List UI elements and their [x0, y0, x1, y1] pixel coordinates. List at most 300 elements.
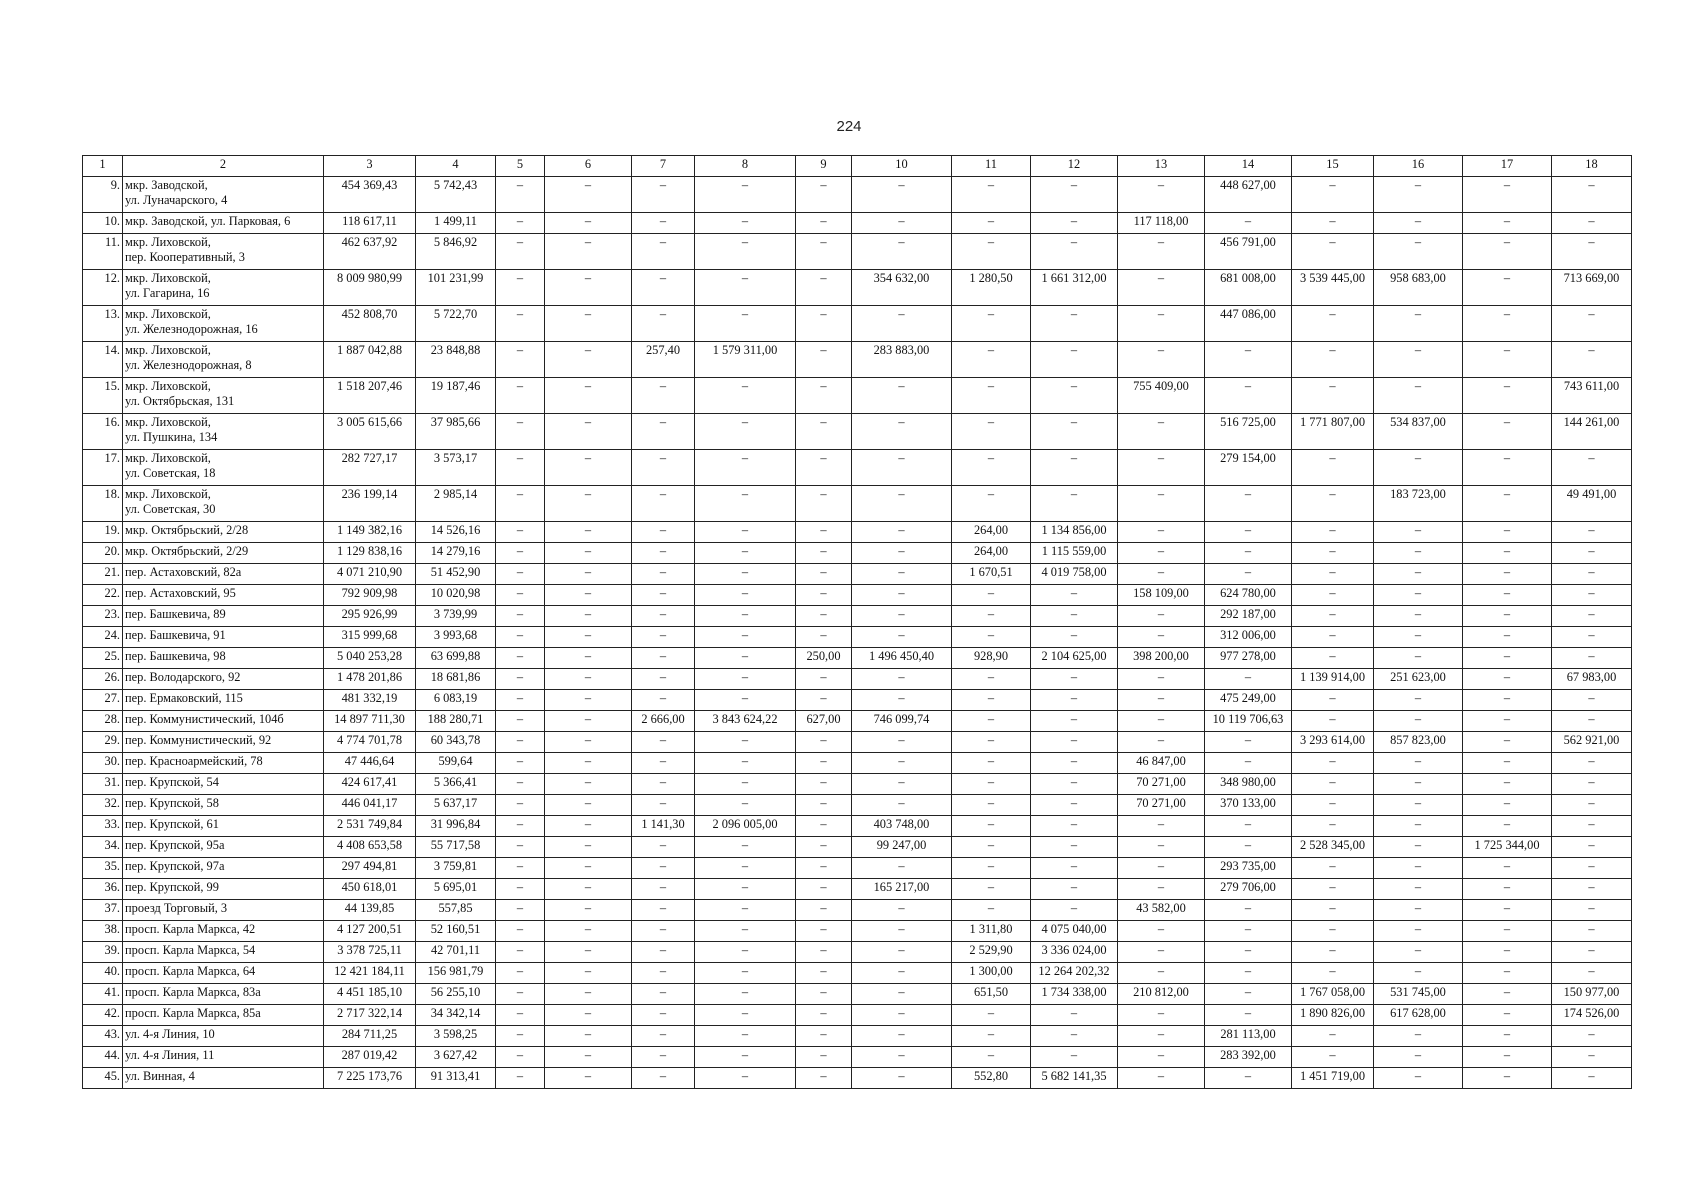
table-row [83, 900, 1632, 921]
value-cell: – [545, 213, 632, 234]
value-cell: – [1031, 213, 1118, 234]
value-cell: 183 723,00 [1374, 486, 1463, 522]
value-cell: – [1292, 711, 1374, 732]
table-row [83, 234, 1632, 270]
value-cell: – [796, 522, 852, 543]
value-cell: – [496, 984, 545, 1005]
row-number: 27. [83, 690, 123, 711]
value-cell: 1 300,00 [952, 963, 1031, 984]
value-cell: – [545, 816, 632, 837]
row-number: 11. [83, 234, 123, 270]
value-cell: – [545, 1026, 632, 1047]
value-cell: 2 531 749,84 [324, 816, 416, 837]
value-cell: – [1463, 690, 1552, 711]
value-cell: – [852, 486, 952, 522]
address-cell: мкр. Лиховской, ул. Октябрьская, 131 [123, 378, 324, 414]
value-cell: – [1463, 585, 1552, 606]
value-cell: – [1118, 486, 1205, 522]
value-cell: – [545, 921, 632, 942]
value-cell: – [1118, 732, 1205, 753]
value-cell: – [1552, 543, 1632, 564]
value-cell: – [695, 414, 796, 450]
value-cell: 282 727,17 [324, 450, 416, 486]
value-cell: – [1118, 879, 1205, 900]
value-cell: – [1374, 816, 1463, 837]
value-cell: 1 496 450,40 [852, 648, 952, 669]
value-cell: – [1292, 177, 1374, 213]
value-cell: 475 249,00 [1205, 690, 1292, 711]
value-cell: – [1031, 816, 1118, 837]
value-cell: – [952, 606, 1031, 627]
value-cell: 348 980,00 [1205, 774, 1292, 795]
value-cell: – [1374, 213, 1463, 234]
row-number: 13. [83, 306, 123, 342]
column-header: 9 [796, 156, 852, 177]
column-header: 1 [83, 156, 123, 177]
table-row [83, 213, 1632, 234]
value-cell: 70 271,00 [1118, 774, 1205, 795]
value-cell: – [952, 378, 1031, 414]
value-cell: – [852, 963, 952, 984]
value-cell: – [1118, 921, 1205, 942]
value-cell: – [952, 879, 1031, 900]
value-cell: – [1292, 585, 1374, 606]
value-cell: 283 392,00 [1205, 1047, 1292, 1068]
table-row [83, 711, 1632, 732]
value-cell: 4 075 040,00 [1031, 921, 1118, 942]
value-cell: 2 529,90 [952, 942, 1031, 963]
value-cell: 3 843 624,22 [695, 711, 796, 732]
address-cell: мкр. Лиховской, пер. Кооперативный, 3 [123, 234, 324, 270]
value-cell: – [545, 732, 632, 753]
value-cell: – [496, 942, 545, 963]
value-cell: – [796, 816, 852, 837]
address-cell: просп. Карла Маркса, 64 [123, 963, 324, 984]
row-number: 10. [83, 213, 123, 234]
value-cell: 7 225 173,76 [324, 1068, 416, 1089]
value-cell: – [1118, 942, 1205, 963]
table-row [83, 606, 1632, 627]
value-cell: – [852, 306, 952, 342]
value-cell: – [1374, 795, 1463, 816]
row-number: 19. [83, 522, 123, 543]
value-cell: 284 711,25 [324, 1026, 416, 1047]
value-cell: – [496, 690, 545, 711]
address-cell: пер. Крупской, 58 [123, 795, 324, 816]
value-cell: – [1463, 177, 1552, 213]
column-header: 2 [123, 156, 324, 177]
value-cell: – [796, 963, 852, 984]
row-number: 16. [83, 414, 123, 450]
value-cell: 627,00 [796, 711, 852, 732]
value-cell: – [632, 1068, 695, 1089]
value-cell: – [1552, 213, 1632, 234]
value-cell: 1 725 344,00 [1463, 837, 1552, 858]
value-cell: – [852, 753, 952, 774]
value-cell: 312 006,00 [1205, 627, 1292, 648]
value-cell: – [632, 669, 695, 690]
value-cell: – [632, 522, 695, 543]
value-cell: – [952, 450, 1031, 486]
table-row [83, 984, 1632, 1005]
value-cell: – [1205, 900, 1292, 921]
value-cell: – [695, 648, 796, 669]
value-cell: – [1552, 450, 1632, 486]
value-cell: 928,90 [952, 648, 1031, 669]
value-cell: – [796, 543, 852, 564]
value-cell: – [1292, 648, 1374, 669]
value-cell: – [1463, 1068, 1552, 1089]
address-cell: пер. Коммунистический, 92 [123, 732, 324, 753]
value-cell: 2 096 005,00 [695, 816, 796, 837]
address-cell: пер. Крупской, 99 [123, 879, 324, 900]
value-cell: 450 618,01 [324, 879, 416, 900]
value-cell: 755 409,00 [1118, 378, 1205, 414]
value-cell: – [796, 753, 852, 774]
value-cell: – [1463, 963, 1552, 984]
value-cell: – [1552, 648, 1632, 669]
value-cell: – [1205, 984, 1292, 1005]
value-cell: 3 539 445,00 [1292, 270, 1374, 306]
value-cell: – [1552, 753, 1632, 774]
value-cell: – [1463, 486, 1552, 522]
value-cell: – [1031, 585, 1118, 606]
value-cell: – [952, 1026, 1031, 1047]
value-cell: – [1292, 450, 1374, 486]
row-number: 12. [83, 270, 123, 306]
value-cell: – [796, 234, 852, 270]
value-cell: – [952, 414, 1031, 450]
value-cell: – [1552, 921, 1632, 942]
value-cell: – [632, 270, 695, 306]
value-cell: 1 890 826,00 [1292, 1005, 1374, 1026]
value-cell: – [1374, 921, 1463, 942]
value-cell: 118 617,11 [324, 213, 416, 234]
value-cell: 5 637,17 [416, 795, 496, 816]
table-row [83, 753, 1632, 774]
value-cell: – [1374, 879, 1463, 900]
value-cell: – [852, 414, 952, 450]
value-cell: – [852, 795, 952, 816]
value-cell: – [1463, 921, 1552, 942]
value-cell: – [695, 564, 796, 585]
value-cell: – [545, 690, 632, 711]
value-cell: 44 139,85 [324, 900, 416, 921]
value-cell: – [1292, 900, 1374, 921]
value-cell: 447 086,00 [1205, 306, 1292, 342]
table-row [83, 1026, 1632, 1047]
value-cell: – [545, 606, 632, 627]
value-cell: – [796, 1068, 852, 1089]
value-cell: 1 670,51 [952, 564, 1031, 585]
row-number: 39. [83, 942, 123, 963]
value-cell: 236 199,14 [324, 486, 416, 522]
value-cell: – [545, 942, 632, 963]
value-cell: – [796, 486, 852, 522]
value-cell: – [1374, 234, 1463, 270]
value-cell: – [632, 1026, 695, 1047]
value-cell: 2 528 345,00 [1292, 837, 1374, 858]
column-header: 10 [852, 156, 952, 177]
table-row [83, 306, 1632, 342]
value-cell: – [796, 1005, 852, 1026]
value-cell: – [695, 234, 796, 270]
value-cell: – [1031, 900, 1118, 921]
value-cell: – [496, 753, 545, 774]
value-cell: – [496, 900, 545, 921]
value-cell: – [1031, 879, 1118, 900]
value-cell: 158 109,00 [1118, 585, 1205, 606]
value-cell: 1 579 311,00 [695, 342, 796, 378]
value-cell: – [632, 1047, 695, 1068]
address-cell: мкр. Лиховской, ул. Железнодорожная, 16 [123, 306, 324, 342]
value-cell: – [1552, 627, 1632, 648]
value-cell: 3 598,25 [416, 1026, 496, 1047]
value-cell: – [852, 984, 952, 1005]
value-cell: – [1118, 711, 1205, 732]
value-cell: – [952, 306, 1031, 342]
value-cell: 1 771 807,00 [1292, 414, 1374, 450]
value-cell: – [952, 816, 1031, 837]
value-cell: – [545, 963, 632, 984]
value-cell: – [632, 900, 695, 921]
value-cell: – [852, 378, 952, 414]
value-cell: 49 491,00 [1552, 486, 1632, 522]
value-cell: 1 115 559,00 [1031, 543, 1118, 564]
value-cell: 1 518 207,46 [324, 378, 416, 414]
table-row [83, 1047, 1632, 1068]
value-cell: – [1374, 1026, 1463, 1047]
value-cell: – [1118, 1026, 1205, 1047]
value-cell: 60 343,78 [416, 732, 496, 753]
table-row [83, 414, 1632, 450]
row-number: 37. [83, 900, 123, 921]
value-cell: – [1552, 522, 1632, 543]
row-number: 15. [83, 378, 123, 414]
value-cell: 1 141,30 [632, 816, 695, 837]
value-cell: – [1118, 234, 1205, 270]
value-cell: – [852, 213, 952, 234]
table-row [83, 564, 1632, 585]
value-cell: 297 494,81 [324, 858, 416, 879]
value-cell: – [796, 606, 852, 627]
value-cell: 34 342,14 [416, 1005, 496, 1026]
value-cell: – [632, 648, 695, 669]
value-cell: – [496, 213, 545, 234]
value-cell: 14 279,16 [416, 543, 496, 564]
value-cell: 1 139 914,00 [1292, 669, 1374, 690]
value-cell: 12 264 202,32 [1031, 963, 1118, 984]
value-cell: 3 293 614,00 [1292, 732, 1374, 753]
value-cell: 47 446,64 [324, 753, 416, 774]
row-number: 34. [83, 837, 123, 858]
value-cell: – [952, 1047, 1031, 1068]
value-cell: – [1205, 921, 1292, 942]
value-cell: 958 683,00 [1374, 270, 1463, 306]
value-cell: – [1463, 942, 1552, 963]
value-cell: 562 921,00 [1552, 732, 1632, 753]
value-cell: – [1031, 1026, 1118, 1047]
value-cell: – [852, 564, 952, 585]
address-cell: пер. Красноармейский, 78 [123, 753, 324, 774]
value-cell: – [695, 942, 796, 963]
value-cell: – [1292, 234, 1374, 270]
value-cell: – [496, 963, 545, 984]
column-header: 8 [695, 156, 796, 177]
value-cell: – [796, 306, 852, 342]
value-cell: – [1463, 414, 1552, 450]
row-number: 17. [83, 450, 123, 486]
value-cell: 4 408 653,58 [324, 837, 416, 858]
value-cell: – [1292, 1026, 1374, 1047]
column-header: 13 [1118, 156, 1205, 177]
value-cell: – [496, 774, 545, 795]
value-cell: – [632, 486, 695, 522]
value-cell: – [1374, 648, 1463, 669]
value-cell: – [632, 378, 695, 414]
value-cell: – [496, 414, 545, 450]
value-cell: – [1374, 585, 1463, 606]
value-cell: – [1292, 942, 1374, 963]
value-cell: – [632, 414, 695, 450]
value-cell: 1 149 382,16 [324, 522, 416, 543]
value-cell: – [1292, 1047, 1374, 1068]
table-row [83, 774, 1632, 795]
value-cell: – [496, 816, 545, 837]
table-row [83, 816, 1632, 837]
value-cell: – [1292, 858, 1374, 879]
value-cell: – [1292, 342, 1374, 378]
value-cell: 4 774 701,78 [324, 732, 416, 753]
value-cell: – [1463, 450, 1552, 486]
value-cell: – [1292, 627, 1374, 648]
row-number: 21. [83, 564, 123, 585]
value-cell: – [796, 900, 852, 921]
value-cell: 3 005 615,66 [324, 414, 416, 450]
table-row [83, 1005, 1632, 1026]
value-cell: 1 887 042,88 [324, 342, 416, 378]
value-cell: 4 127 200,51 [324, 921, 416, 942]
value-cell: 99 247,00 [852, 837, 952, 858]
value-cell: 293 735,00 [1205, 858, 1292, 879]
value-cell: – [1031, 234, 1118, 270]
value-cell: – [1205, 669, 1292, 690]
row-number: 24. [83, 627, 123, 648]
value-cell: – [952, 837, 1031, 858]
table-row [83, 858, 1632, 879]
value-cell: – [1118, 858, 1205, 879]
table-row [83, 921, 1632, 942]
value-cell: – [1031, 627, 1118, 648]
value-cell: 1 129 838,16 [324, 543, 416, 564]
value-cell: 1 734 338,00 [1031, 984, 1118, 1005]
value-cell: – [1463, 669, 1552, 690]
value-cell: – [796, 450, 852, 486]
value-cell: – [496, 450, 545, 486]
value-cell: – [1463, 732, 1552, 753]
value-cell: 165 217,00 [852, 879, 952, 900]
value-cell: 4 019 758,00 [1031, 564, 1118, 585]
value-cell: – [695, 669, 796, 690]
value-cell: – [796, 177, 852, 213]
value-cell: – [632, 879, 695, 900]
value-cell: – [695, 213, 796, 234]
value-cell: – [952, 732, 1031, 753]
value-cell: – [545, 1068, 632, 1089]
value-cell: 3 739,99 [416, 606, 496, 627]
value-cell: – [545, 984, 632, 1005]
value-cell: – [796, 669, 852, 690]
row-number: 14. [83, 342, 123, 378]
value-cell: 3 627,42 [416, 1047, 496, 1068]
value-cell: – [1374, 378, 1463, 414]
value-cell: – [1552, 342, 1632, 378]
value-cell: – [1031, 837, 1118, 858]
value-cell: – [632, 837, 695, 858]
value-cell: – [1463, 900, 1552, 921]
value-cell: – [1118, 1068, 1205, 1089]
value-cell: – [545, 585, 632, 606]
value-cell: – [1031, 774, 1118, 795]
value-cell: 12 421 184,11 [324, 963, 416, 984]
value-cell: – [1552, 795, 1632, 816]
value-cell: – [496, 732, 545, 753]
value-cell: – [632, 942, 695, 963]
address-cell: ул. Винная, 4 [123, 1068, 324, 1089]
row-number: 35. [83, 858, 123, 879]
value-cell: 398 200,00 [1118, 648, 1205, 669]
value-cell: 531 745,00 [1374, 984, 1463, 1005]
column-header: 14 [1205, 156, 1292, 177]
value-cell: – [632, 450, 695, 486]
value-cell: – [1118, 816, 1205, 837]
value-cell: – [632, 690, 695, 711]
table-row [83, 270, 1632, 306]
value-cell: – [1031, 342, 1118, 378]
value-cell: – [695, 1026, 796, 1047]
address-cell: мкр. Заводской, ул. Парковая, 6 [123, 213, 324, 234]
value-cell: – [796, 414, 852, 450]
value-cell: – [1552, 963, 1632, 984]
value-cell: – [545, 378, 632, 414]
value-cell: – [1463, 774, 1552, 795]
value-cell: 617 628,00 [1374, 1005, 1463, 1026]
value-cell: – [496, 837, 545, 858]
value-cell: – [1031, 606, 1118, 627]
value-cell: – [852, 627, 952, 648]
value-cell: – [1031, 1047, 1118, 1068]
value-cell: 857 823,00 [1374, 732, 1463, 753]
value-cell: – [496, 522, 545, 543]
value-cell: – [796, 213, 852, 234]
value-cell: 462 637,92 [324, 234, 416, 270]
value-cell: – [1118, 564, 1205, 585]
value-cell: – [545, 177, 632, 213]
column-header: 5 [496, 156, 545, 177]
value-cell: – [1374, 753, 1463, 774]
value-cell: – [1552, 879, 1632, 900]
value-cell: – [496, 378, 545, 414]
value-cell: – [1374, 963, 1463, 984]
value-cell: 743 611,00 [1552, 378, 1632, 414]
table-row [83, 486, 1632, 522]
value-cell: – [695, 378, 796, 414]
value-cell: – [1031, 378, 1118, 414]
value-cell: – [952, 627, 1031, 648]
value-cell: – [1031, 858, 1118, 879]
value-cell: – [1205, 213, 1292, 234]
value-cell: – [1552, 900, 1632, 921]
